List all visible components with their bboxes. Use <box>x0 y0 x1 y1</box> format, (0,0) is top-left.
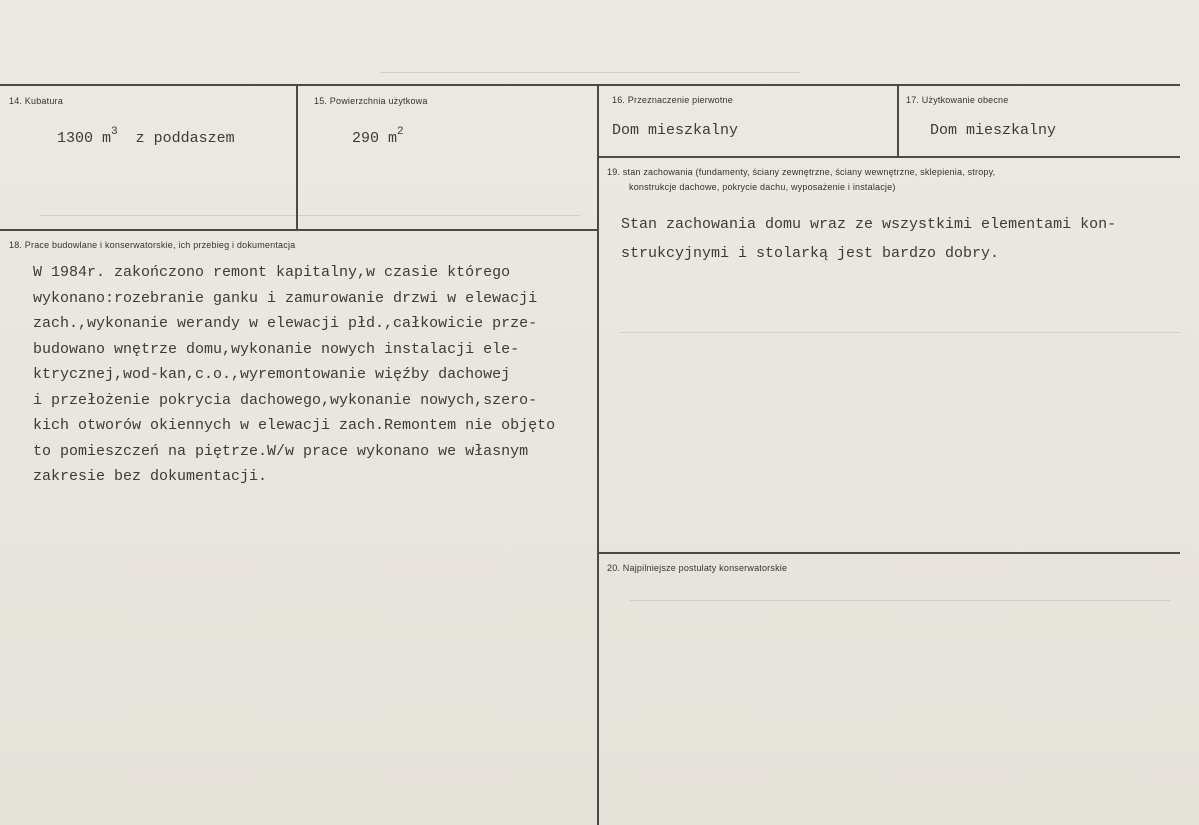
field-14-value <box>57 128 235 147</box>
rule-19-bottom <box>597 552 1180 554</box>
field-17-value: Dom mieszkalny <box>930 122 1057 139</box>
field-15-label: 15. Powierzchnia użytkowa <box>314 96 428 106</box>
rule-14-15-bottom <box>0 229 599 231</box>
bleed-through-line <box>630 600 1170 601</box>
field-19-label-line2: konstrukcje dachowe, pokrycie dachu, wyposażenie i instalacje) <box>629 182 896 192</box>
bleed-through-line <box>380 72 800 73</box>
field-16-value: Dom mieszkalny <box>612 122 739 139</box>
field-18-text <box>33 260 555 490</box>
divider-16-17 <box>897 84 899 158</box>
field-18-line: zach.,wykonanie werandy w elewacji płd.,całkowicie prze- <box>33 315 538 332</box>
field-19-line: Stan zachowania domu wraz ze wszystkimi elementami kon- <box>621 216 1117 233</box>
divider-main <box>597 84 599 825</box>
field-17-label: 17. Użytkowanie obecne <box>906 95 1009 105</box>
bleed-through-line <box>40 215 580 216</box>
field-16-label: 16. Przeznaczenie pierwotne <box>612 95 733 105</box>
field-15-value <box>352 128 404 147</box>
field-19-label-line1: 19. stan zachowania (fundamenty, ściany zewnętrzne, ściany wewnętrzne, sklepienia, stropy, <box>607 167 996 177</box>
field-18-line: zakresie bez dokumentacji. <box>33 468 268 485</box>
field-18-line: W 1984r. zakończono remont kapitalny,w czasie którego <box>33 264 511 281</box>
field-19-line: strukcyjnymi i stolarką jest bardzo dobry. <box>621 245 1000 262</box>
field-18-line: wykonano:rozebranie ganku i zamurowanie drzwi w elewacji <box>33 289 538 307</box>
field-14-suffix: z poddaszem <box>135 130 235 147</box>
field-14-exponent: 3 <box>111 126 118 138</box>
field-20-label: 20. Najpilniejsze postulaty konserwatorskie <box>607 563 788 573</box>
field-18-line: kich otworów okiennych w elewacji zach.Remontem nie objęto <box>33 417 556 434</box>
field-15-number: 290 m <box>352 130 398 147</box>
top-rule <box>0 84 1180 86</box>
field-18-line: budowano wnętrze domu,wykonanie nowych instalacji ele- <box>33 340 520 358</box>
field-19-text <box>621 210 1116 268</box>
field-18-line: ktrycznej,wod-kan,c.o.,wyremontowanie więźby dachowej <box>33 366 511 383</box>
field-18-label: 18. Prace budowlane i konserwatorskie, ich przebieg i dokumentacja <box>9 240 296 250</box>
field-14-label: 14. Kubatura <box>9 96 63 106</box>
field-18-line: i przełożenie pokrycia dachowego,wykonanie nowych,szero- <box>33 391 538 409</box>
bleed-through-line <box>620 332 1180 333</box>
rule-16-17-bottom <box>597 156 1180 158</box>
field-14-number: 1300 m <box>57 130 112 147</box>
field-18-line: to pomieszczeń na piętrze.W/w prace wykonano we własnym <box>33 442 529 460</box>
field-15-exponent: 2 <box>397 126 404 138</box>
divider-14-15 <box>296 84 298 230</box>
